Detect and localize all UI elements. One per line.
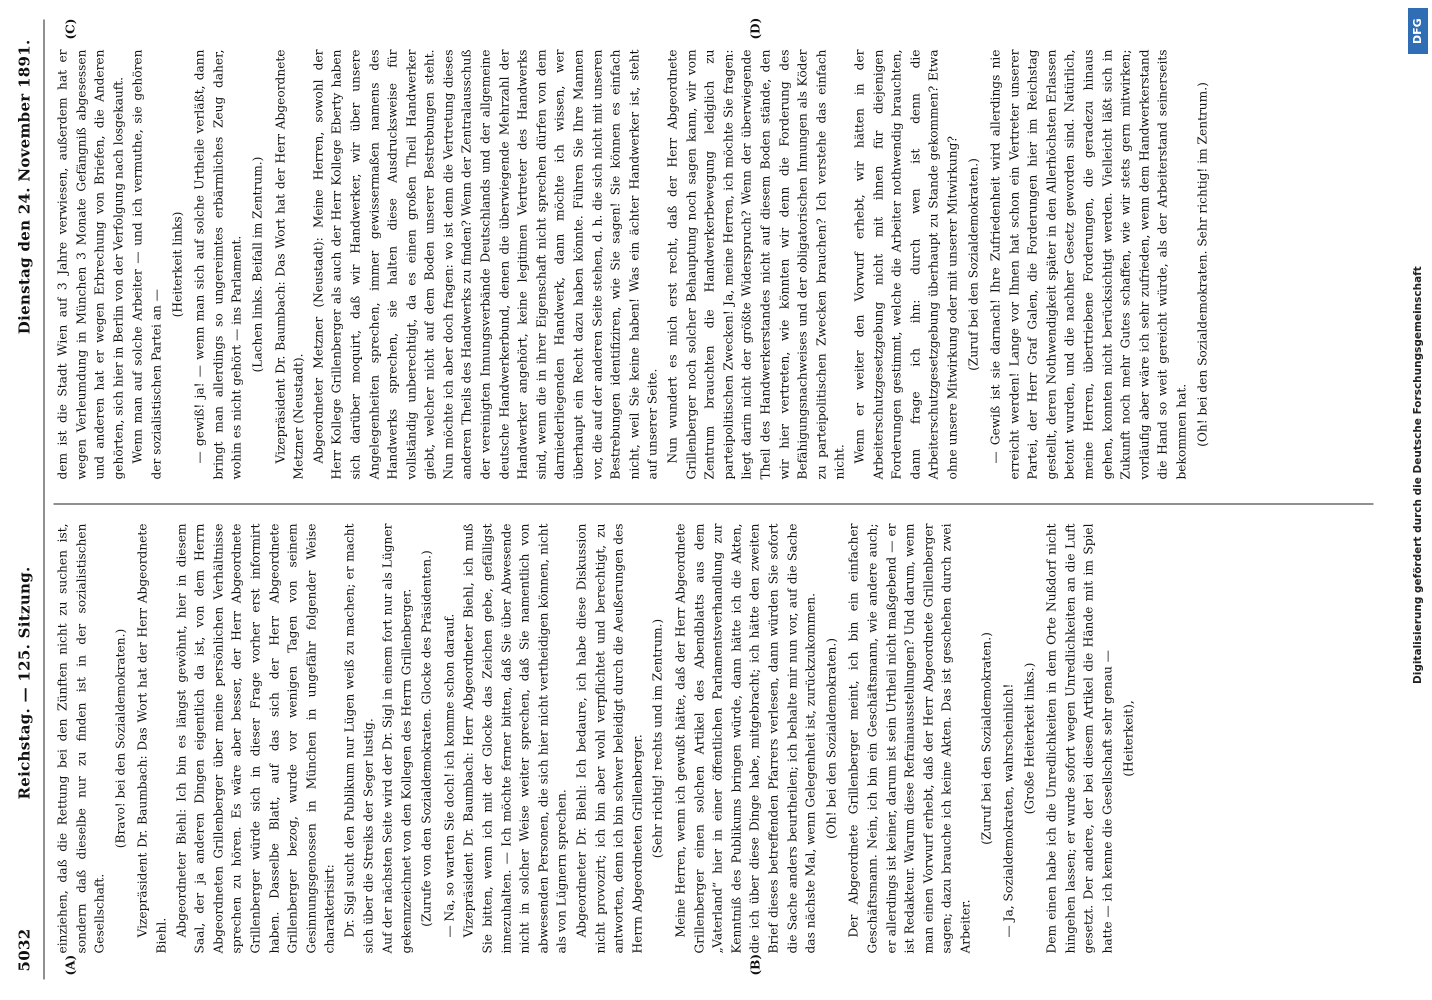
paragraph: Vizepräsident Dr. Baumbach: Das Wort hat der Herr Abgeordnete Biehl. (135, 523, 169, 954)
right-column (54, 50, 1374, 480)
paragraph: (Heiterkeit), (1121, 700, 1136, 777)
paragraph: Auf der nächsten Seite wird der Dr. Sigl in einem fort nur als Lügner gekennzeichnet von den Kollegen des Herrn Grillenberger. (380, 523, 414, 954)
paragraph: Dr. Sigl sucht den Publikum nur Lügen weiß zu machen; er macht sich über die Streiks der Seger lustig. (342, 523, 375, 954)
paragraph: (Heiterkeit links) (170, 211, 185, 318)
paragraph: Wenn er weiter den Vorwurf erhebt, wir hätten in der Arbeiterschutzgesetzgebung nicht mit ihnen für diejenigen Forderungen gestimmt, welche die Arbeiter nothwendig brauchten, dann frage ich ihn: durch wen ist denn die Arbeiterschutzgesetzgebung überhaupt zu Stande gekommen? Etwa ohne unsere Mitwirkung oder mit unserer Mitwirkung? (852, 49, 960, 480)
header-rule (44, 20, 45, 980)
margin-mark-c: (C) (63, 18, 78, 40)
paragraph: — gewiß! ja! — wenn man sich auf solche Urtheile verläßt, dann bringt man allerdings so ungereimtes erbärmliches Zeug daher, wohin es nicht gehört — ins Parlament. (192, 49, 244, 480)
paragraph: Nun wundert es mich erst recht, daß der Herr Abgeordnete Grillenberger noch solcher Behauptung noch sagen kann, wir vom Zentrum brauchten die Handwerkerbewegung lediglich zu parteipolitischen Zwecken! Ja, meine Herren, ich möchte Sie fragen: liegt darin nicht der größte Widerspruch? Wenn der überwiegende Theil des Handwerkerstandes nicht auf diesem Boden stände, den wir hier vertreten, wie könnten wir denn die Forderung des Befähigungsnachweises und der obligatorischen Innungen als Köder zu parteipolitischen Zwecken brauchen? Ich verstehe das einfach nicht. (665, 49, 847, 480)
header-right-title: Dienstag den 24. November 1891. (15, 39, 34, 335)
paragraph: (Zuruf bei den Sozialdemokraten.) (979, 632, 993, 845)
paragraph: — Ja, Sozialdemokraten, wahrscheinlich! (1001, 683, 1016, 938)
paragraph: Vizepräsident Dr. Baumbach: Herr Abgeordneter Biehl, ich muß Sie bitten, wenn ich mit der Glocke das Zeichen gebe, gefälligst innezuhalten. — Ich möchte ferner bitten, daß Sie über Abwesende nicht in solcher Weise weiter sprechen, daß Sie namentlich von abwesenden Personen, die sich hier nicht vertheidigen können, nicht als von Lügnern sprechen. (461, 523, 569, 954)
paragraph: Dem einen habe ich die Unredlichkeiten in dem Orte Nußdorf nicht hingehen lassen; er wurde sofort wegen Unredlichkeiten an die Luft gesetzt. Der andere, der bei diesem Artikel die Hände mit im Spiel hatte — ich kenne die Gesellschaft sehr genau — (1044, 523, 1115, 954)
dfg-logo: DFG (1408, 8, 1428, 54)
paragraph: (Sehr richtig! rechts und im Zentrum.) (650, 618, 665, 859)
margin-mark-a: (A) (63, 954, 78, 976)
paragraph: — Na, so warten Sie doch! ich komme schon darauf. (442, 613, 457, 938)
paragraph: (Zurufe von den Sozialdemokraten. Glocke des Präsidenten.) (419, 550, 434, 927)
paragraph: Abgeordneter Dr. Biehl: Ich bedaure, ich habe diese Diskussion nicht provozirt; ich bin aber wohl verpflichtet und berechtigt, zu antworten, denn ich bin schwer beleidigt durch die Aeußerungen des Herrn Abgeordneten Grillenberger. (574, 523, 645, 954)
column-divider (54, 504, 1374, 505)
margin-mark-b: (B) (748, 954, 763, 976)
paragraph: Wenn man auf solche Arbeiter — und ich vermuthe, sie gehören der sozialistischen Partei an — (130, 49, 164, 480)
paragraph: Vizepräsident Dr. Baumbach: Das Wort hat der Herr Abgeordnete Metzner (Neustadt). (273, 49, 306, 480)
paragraph: Der Abgeordnete Grillenberger meint, ich bin ein einfacher Geschäftsmann. Nein, ich bin ein Geschäftsmann, wie andere auch; er allerdings ist keiner, darum ist sein Urtheil nicht maßgebend — er ist Redakteur. Warum diese Refrainausstellungen? Und darum, wenn man einen Vorwurf erhebt, daß der Herr Abgeordnete Grillenberger sagen; dazu brauche ich keine Akten. Das ist geschehen durch zwei Arbeiter. (846, 523, 973, 954)
dfg-sidebar (1408, 8, 1428, 1000)
header-left-title: Reichstag. — 125. Sitzung. (15, 566, 34, 800)
paragraph: — Gewiß ist sie darnach! Ihre Zufriedenheit wird allerdings nie erreicht werden! Lange vor Ihnen hat schon ein Vertreter unserer Partei, der Herr Graf Galen, die Forderungen hier im Reichstag gestellt, deren Nothwendigkeit später in den Allerhöchsten Erlassen betont wurden, und die nachher Gesetz geworden sind. Natürlich, meine Herren, übertriebene Forderungen, die geradezu hinaus gehen, konnten nicht berücksichtigt werden. Vielleicht läßt sich in Zukunft noch mehr Gutes schaffen, wie wir stets gern mitwirken; vorläufig aber wäre ich sehr zufrieden, wenn dem Handwerkerstand die Hand so weit gereicht würde, als der Arbeiterstand seinerseits bekommen hat. (988, 49, 1189, 480)
paragraph: (Große Heiterkeit links.) (1022, 662, 1037, 815)
paragraph: (Oh! bei den Sozialdemokraten. Sehr richtig! im Zentrum.) (1195, 82, 1210, 447)
margin-mark-d: (D) (748, 17, 763, 40)
paragraph: (Bravo! bei den Sozialdemokraten.) (113, 628, 128, 849)
left-column (54, 524, 1374, 954)
paragraph: Abgeordneter Biehl: Ich bin es längst gewöhnt, hier in diesem Saal, der ja anderen Dingen eigentlich da ist, von dem Herrn Abgeordneten Grillenberger über meine persönlichen Verhältnisse sprechen zu hören. Es wäre aber besser, der Herr Abgeordnete Grillenberger würde sich in dieser Frage vorher erst informirt haben. Dasselbe Blatt, auf das sich der Herr Abgeordnete Grillenberger bezog, wurde vor wenigen Tagen von seinem Gesinnungsgenossen in München in ungefähr folgender Weise charakterisirt: (174, 523, 337, 954)
paragraph: (Lachen links. Beifall im Zentrum.) (250, 156, 265, 373)
paragraph: (Zuruf bei den Sozialdemokraten.) (966, 158, 980, 371)
rotated-page (4, 17, 1389, 980)
dfg-note: Digitalisierung gefördert durch die Deutsche Forschungsgemeinschaft (1412, 266, 1424, 684)
paragraph: einziehen, daß die Rettung bei den Zünften nicht zu suchen ist, sondern daß dieselbe nur zu finden ist in der sozialistischen Gesellschaft. (55, 523, 107, 954)
page-number: 5032 (15, 928, 34, 972)
paragraph: Abgeordneter Metzner (Neustadt): Meine Herren, sowohl der Herr Kollege Grillenberger als auch der Herr Kollege Eberty haben sich darüber moquirt, daß wir Handwerker, wir über unsere Angelegenheiten sprechen, immer gewissermaßen namens des Handwerks sprechen, sie halten diese Ausdrucksweise für vollständig unberechtigt, da es einen großen Theil Handwerker giebt, welcher nicht auf dem Boden unserer Bestrebungen steht. Nun möchte ich aber doch fragen: wo ist denn die Vertretung dieses anderen Theils des Handwerks zu finden? Wenn der Zentralausschuß der vereinigten Innungsverbände Deutschlands und der allgemeine deutsche Handwerkerbund, denen die überwiegende Mehrzahl der Handwerker angehört, keine legitimen Vertreter des Handwerks sind, wenn die in ihrer Eigenschaft nicht sprechen dürfen von dem darniederliegenden Handwerk, dann möchte ich wissen, wer überhaupt ein Recht dazu haben könnte. Führen Sie Ihre Mannen vor, die auf der anderen Seite stehen, d. h. die sich nicht mit unseren Bestrebungen identifiziren, wie Sie sagen! Sie können es einfach nicht, weil Sie keine haben! Was ein ächter Handwerker ist, steht auf unserer Seite. (311, 49, 660, 480)
page-header (16, 20, 40, 980)
paragraph: Meine Herren, wenn ich gewußt hätte, daß der Herr Abgeordnete Grillenberger einen solchen Artikel des Abendblatts aus dem „Vaterland“ hier in einer öffentlichen Parlamentsverhandlung zur Kenntniß des Publikums bringen würde, dann hätte ich die Akten, die ich über diese Dinge habe, mitgebracht; ich hätte den zweiten Brief dieses betreffenden Pfarrers verlesen, dann würden Sie sofort die Sache anders beurtheilen; ich behalte mir nun vor, auf die Sache das nächste Mal, wenn Gelegenheit ist, zurückzukommen. (673, 523, 818, 954)
paragraph: (Oh! bei den Sozialdemokraten.) (824, 637, 839, 840)
paragraph: dem ist die Stadt Wien auf 3 Jahre verwiesen, außerdem hat er wegen Verleumdung in München 3 Monate Gefängniß abgesessen und anderen hat er wegen Erbrechung von Briefen, die Anderen gehörten, sich hier in Berlin von der Verfolgung nach losgekauft. (55, 49, 126, 480)
